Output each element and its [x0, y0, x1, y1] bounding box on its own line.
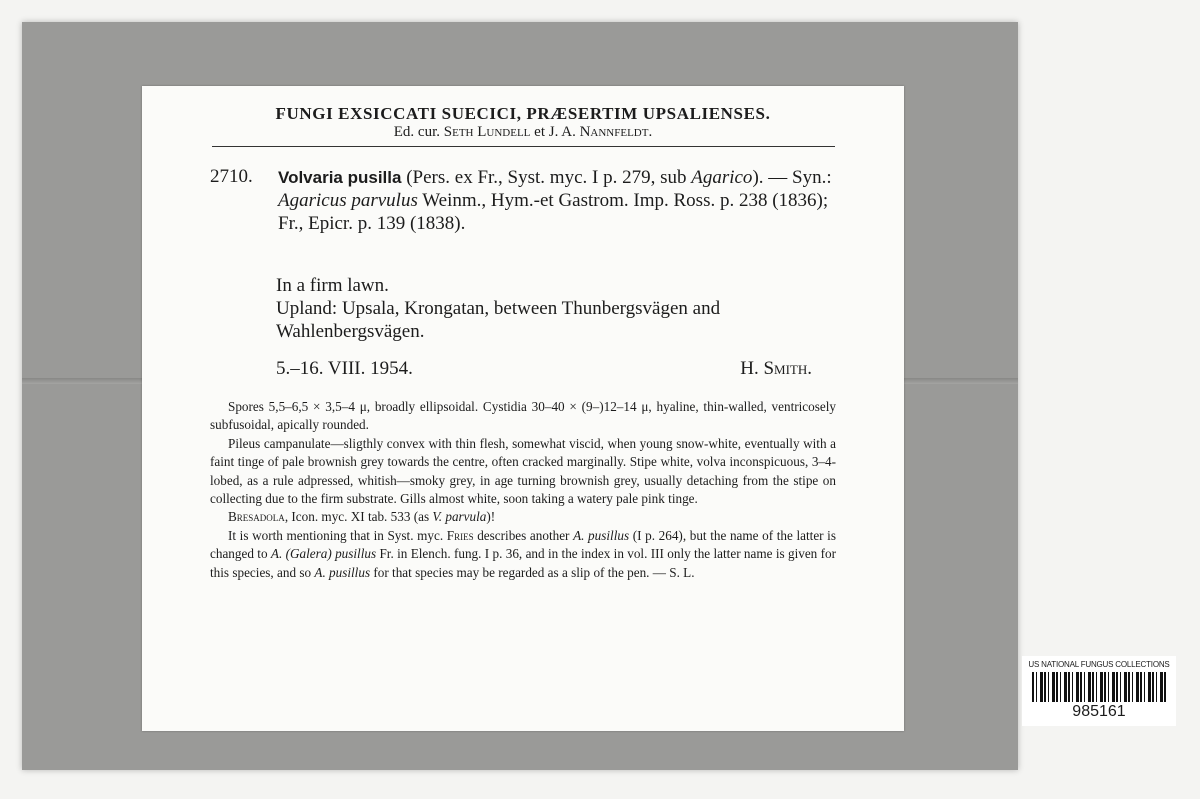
worth-c: (I p. 264), but the name of the latter is changed to: [210, 527, 836, 562]
exsiccata-number: 2710.: [210, 166, 253, 187]
bresadola-name: Bresadola: [228, 509, 285, 525]
editors-mid: et J. A.: [530, 124, 580, 140]
remark-paragraph: [210, 527, 836, 582]
worth-e: for that species may be regarded as a slip of the pen. — S. L.: [370, 564, 695, 580]
bresadola-italic: V. parvula: [432, 509, 487, 525]
taxon-citation: [278, 166, 838, 235]
collection-date: 5.–16. VIII. 1954.: [276, 358, 413, 379]
editor-2: Nannfeldt.: [579, 124, 653, 140]
locality: Upland: Upsala, Krongatan, between Thunbergsvägen and Wahlenbergsvägen.: [276, 298, 721, 342]
barcode-number: 985161: [1072, 703, 1126, 720]
editors-prefix: Ed. cur.: [393, 124, 444, 140]
barcode-label: [1022, 656, 1176, 726]
worth-a: It is worth mentioning that in Syst. myc.: [228, 527, 447, 543]
description-notes: [210, 398, 836, 582]
bresadola-paragraph: [210, 508, 836, 526]
habitat: In a firm lawn.: [276, 275, 389, 296]
bresadola-b: )!: [486, 509, 496, 525]
barcode-icon: [1032, 672, 1166, 702]
citation-b: ). — Syn.:: [752, 167, 832, 188]
worth-it2: A. (Galera) pusillus: [270, 546, 377, 562]
worth-it1: A. pusillus: [573, 527, 630, 543]
series-title: FUNGI EXSICCATI SUECICI, PRÆSERTIM UPSALIENSES.: [275, 104, 771, 123]
spores-paragraph: Spores 5,5–6,5 × 3,5–4 μ, broadly ellipsoidal. Cystidia 30–40 × (9–)12–14 μ, hyaline, thin-walled, ventricosely subfusoidal, apically rounded.: [210, 399, 836, 433]
editors-line: [142, 124, 904, 141]
bresadola-a: , Icon. myc. XI tab. 533 (as: [284, 509, 433, 525]
editor-1: Seth Lundell: [443, 124, 531, 140]
citation-a: (Pers. ex Fr., Syst. myc. I p. 279, sub: [401, 167, 692, 188]
specimen-label: [142, 86, 904, 731]
collection-name: US NATIONAL FUNGUS COLLECTIONS: [1028, 660, 1170, 669]
worth-d: Fr. in Elench. fung. I p. 36, and in the index in vol. III only the latter name is given for this species, and so: [210, 546, 836, 580]
citation-genus: Agarico: [691, 167, 753, 188]
synonym-name: Agaricus parvulus: [278, 190, 418, 211]
species-name: Volvaria pusilla: [278, 168, 402, 187]
header-rule: [212, 146, 835, 147]
citation-c: Weinm., Hym.-et Gastrom. Imp. Ross. p. 238 (1836); Fr., Epicr. p. 139 (1838).: [278, 190, 829, 234]
pileus-paragraph: Pileus campanulate—sligthly convex with thin flesh, somewhat viscid, when young snow-white, eventually with a faint tinge of pale brownish grey towards the centre, often cracked marginally. Stipe white, volva inconspicuous, 3–4-lobed, as a rule adpressed, whitish—smoky grey, in age turning brownish grey, usually detaching from the stipe on collecting due to the firm substrate. Gills almost white, soon taking a watery pale pink tinge.: [210, 435, 836, 507]
collector: H. Smith.: [740, 358, 812, 379]
worth-b: describes another: [473, 527, 574, 543]
fries-name: Fries: [446, 527, 474, 543]
worth-it3: A. pusillus: [314, 564, 371, 580]
